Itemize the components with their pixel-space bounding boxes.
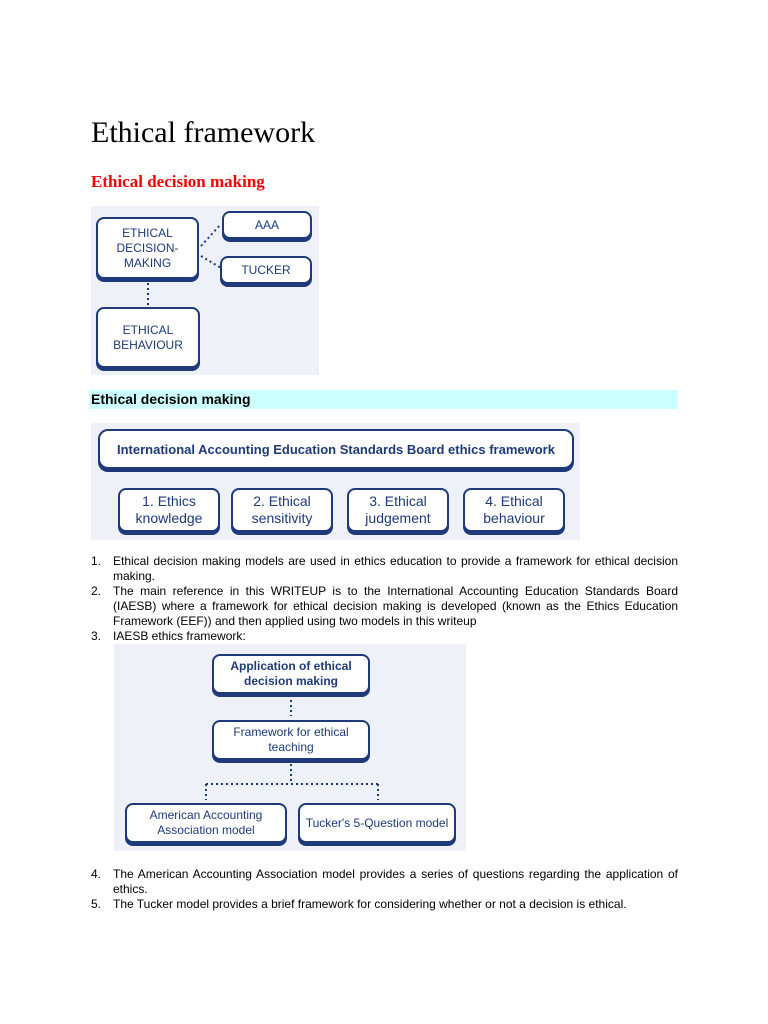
ethical-decision-making-box: ETHICAL DECISION-MAKING: [96, 217, 199, 279]
numbered-list-continued: [91, 867, 678, 912]
page-title: Ethical framework: [91, 116, 316, 149]
ethical-decision-diagram: [91, 206, 319, 375]
list-item: 5. The Tucker model provides a brief framework for considering whether or not a decision is ethical.: [91, 897, 627, 911]
highlighted-heading: Ethical decision making: [89, 390, 678, 409]
aaa-model-box: American Accounting Association model: [125, 803, 287, 843]
step-ethics-knowledge: 1. Ethics knowledge: [118, 488, 220, 532]
step-ethical-behaviour: 4. Ethical behaviour: [463, 488, 565, 532]
application-box: Application of ethical decision making: [212, 654, 370, 694]
step-ethical-sensitivity: 2. Ethical sensitivity: [231, 488, 333, 532]
aaa-box: AAA: [222, 211, 312, 239]
list-item: 2. The main reference in this WRITEUP is to the International Accounting Education Standards Board (IAESB) where a framework for ethical decision making is developed (known as the Ethics Education Framework (EEF)) and then applied using two models in this writeup: [91, 584, 678, 628]
iaesb-ethics-framework-diagram: [114, 644, 466, 851]
framework-teaching-box: Framework for ethical teaching: [212, 720, 370, 760]
step-ethical-judgement: 3. Ethical judgement: [347, 488, 449, 532]
list-item: 3. IAESB ethics framework:: [91, 629, 246, 643]
tucker-model-box: Tucker's 5-Question model: [298, 803, 456, 843]
iaesb-framework-diagram: [91, 423, 580, 540]
list-item: 4. The American Accounting Association model provides a series of questions regarding the application of ethics.: [91, 867, 678, 896]
ethical-behaviour-box: ETHICAL BEHAVIOUR: [96, 307, 200, 368]
list-item: 1. Ethical decision making models are used in ethics education to provide a framework for ethical decision making.: [91, 554, 678, 583]
iaesb-header-box: International Accounting Education Standards Board ethics framework: [98, 429, 574, 469]
numbered-list: [91, 554, 678, 644]
section-heading: Ethical decision making: [91, 172, 265, 191]
tucker-box: TUCKER: [220, 256, 312, 284]
